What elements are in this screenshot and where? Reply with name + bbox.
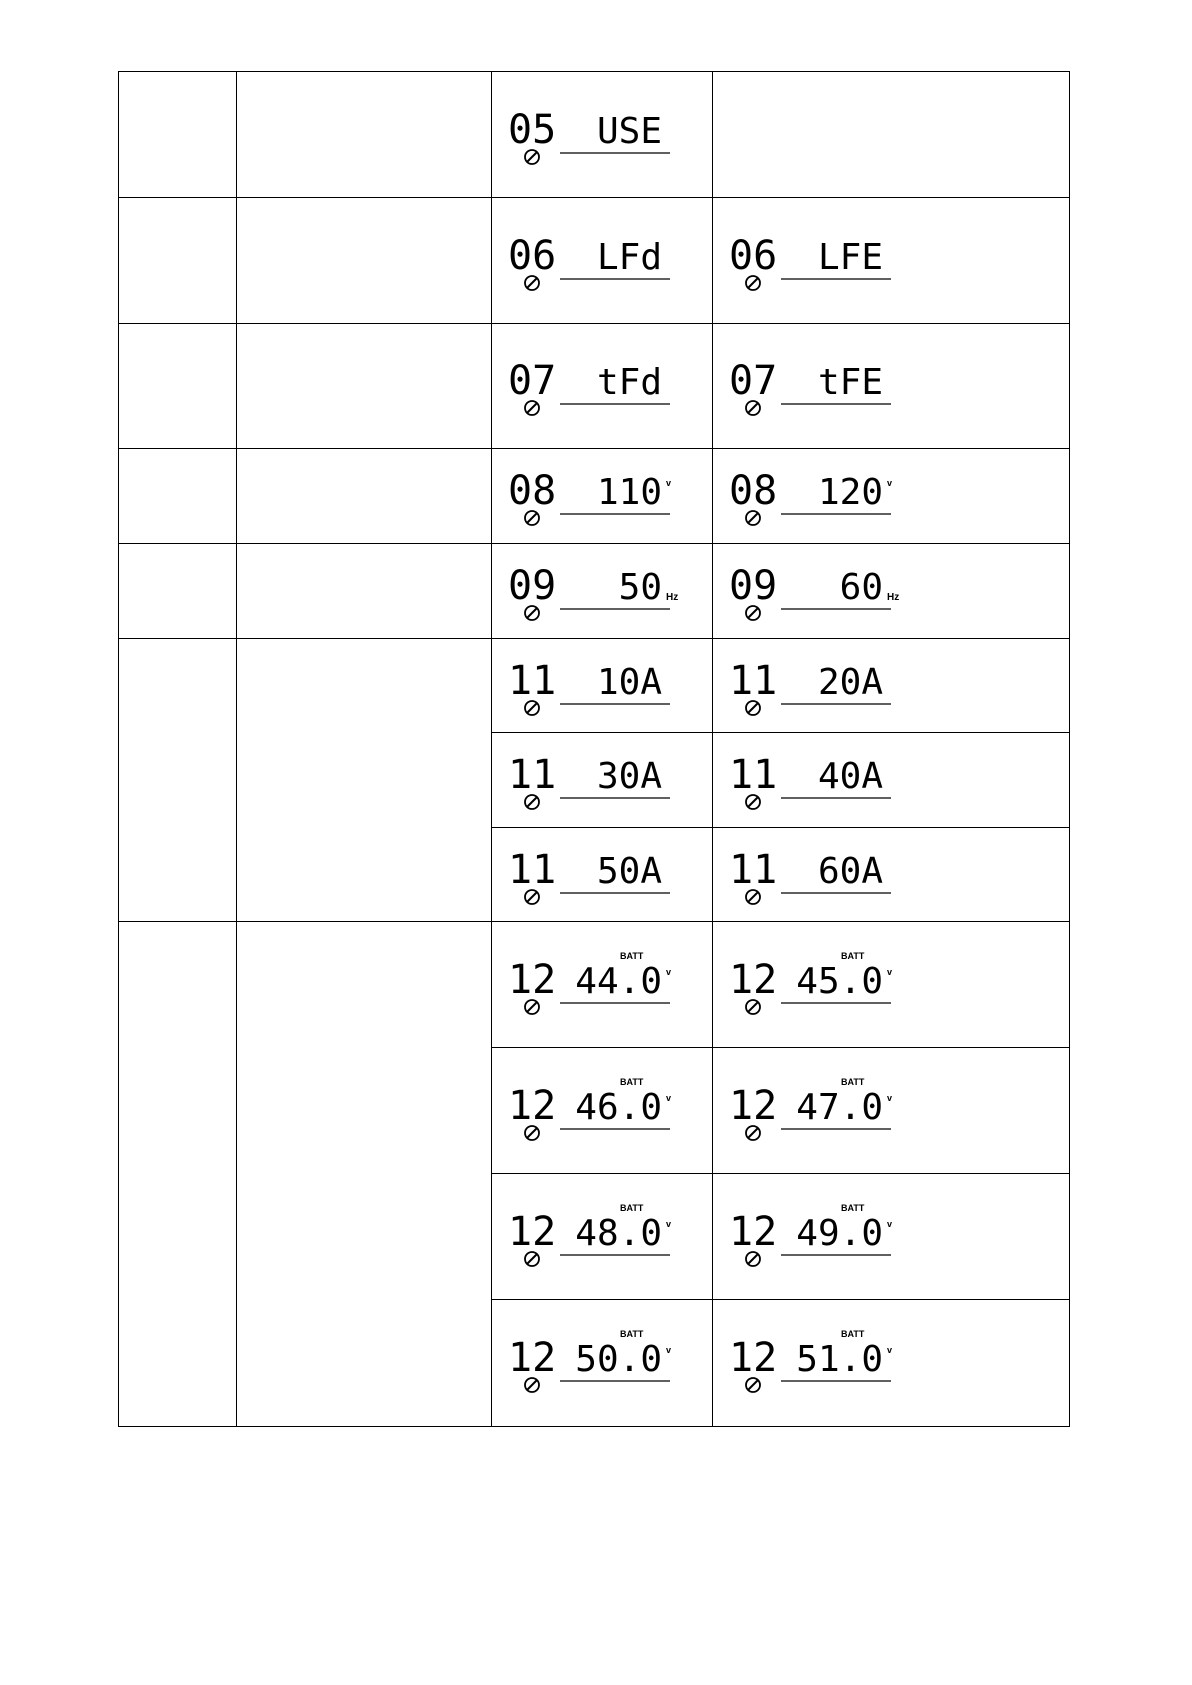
lcd-value: 50.0 xyxy=(575,1339,662,1380)
description-cell xyxy=(237,198,492,324)
lcd-display xyxy=(502,1071,722,1151)
lcd-code: 07 xyxy=(729,358,778,404)
lcd-value: USE xyxy=(596,110,662,152)
lcd-value: LFE xyxy=(817,236,883,278)
lcd-display xyxy=(723,1323,943,1403)
lcd-code: 11 xyxy=(508,846,557,893)
lcd-cell-11-left xyxy=(492,733,713,828)
table-row-05 xyxy=(119,72,1070,198)
lcd-value: 110 xyxy=(596,472,662,513)
lcd-value: tFd xyxy=(596,362,662,403)
lcd-display xyxy=(723,551,943,631)
lcd-unit: v xyxy=(887,966,893,977)
lcd-cell-11-left xyxy=(492,828,713,922)
lcd-display xyxy=(502,221,722,301)
lcd-value: 30A xyxy=(596,756,662,797)
lcd-cell-11-right xyxy=(713,828,1070,922)
lcd-display xyxy=(723,456,943,536)
lcd-code: 08 xyxy=(729,468,778,514)
lcd-cell-06-right xyxy=(713,198,1070,324)
lcd-code: 11 xyxy=(729,846,778,893)
lcd-code: 06 xyxy=(508,232,557,279)
lcd-value: 40A xyxy=(817,756,883,797)
lcd-value: tFE xyxy=(817,362,883,403)
lcd-display xyxy=(723,221,943,301)
lcd-unit: Hz xyxy=(666,592,679,603)
lcd-value: 49.0 xyxy=(796,1212,883,1254)
lcd-unit: v xyxy=(887,1345,893,1355)
program-number-cell xyxy=(119,639,237,922)
lcd-value: 46.0 xyxy=(575,1086,662,1128)
lcd-code: 11 xyxy=(729,657,778,704)
lcd-unit: v xyxy=(887,1092,893,1103)
batt-label: BATT xyxy=(841,1076,865,1087)
lcd-display xyxy=(723,1071,943,1151)
lcd-cell-12-right xyxy=(713,1300,1070,1427)
batt-label: BATT xyxy=(841,950,865,961)
lcd-code: 05 xyxy=(508,106,557,153)
lcd-code: 12 xyxy=(508,956,557,1003)
lcd-cell-12-right xyxy=(713,1048,1070,1174)
table-row-08 xyxy=(119,449,1070,544)
lcd-cell-08-left xyxy=(492,449,713,544)
lcd-cell-11-right xyxy=(713,639,1070,733)
lcd-display xyxy=(723,1197,943,1277)
lcd-value: 50 xyxy=(618,567,662,608)
lcd-cell-11-right xyxy=(713,733,1070,828)
lcd-code: 12 xyxy=(508,1335,557,1381)
lcd-unit: v xyxy=(666,1218,672,1229)
lcd-cell-07-left xyxy=(492,324,713,449)
lcd-display xyxy=(723,835,943,915)
lcd-code: 09 xyxy=(508,563,557,609)
table-row-06 xyxy=(119,198,1070,324)
lcd-value: 51.0 xyxy=(796,1339,883,1380)
lcd-cell-08-right xyxy=(713,449,1070,544)
lcd-value: 20A xyxy=(817,661,883,703)
lcd-value: 50A xyxy=(596,850,662,892)
program-number-cell xyxy=(119,198,237,324)
description-cell xyxy=(237,72,492,198)
lcd-display xyxy=(723,346,943,426)
batt-label: BATT xyxy=(620,1076,644,1087)
lcd-cell-06-left xyxy=(492,198,713,324)
lcd-display xyxy=(502,1323,722,1403)
lcd-value: 60 xyxy=(839,567,883,608)
lcd-code: 07 xyxy=(508,358,557,404)
lcd-cell-05-right xyxy=(713,72,1070,198)
program-number-cell xyxy=(119,324,237,449)
lcd-cell-05-left xyxy=(492,72,713,198)
lcd-value: 10A xyxy=(596,661,662,703)
lcd-display xyxy=(723,646,943,726)
lcd-value: 48.0 xyxy=(575,1212,662,1254)
lcd-unit: v xyxy=(666,478,672,488)
lcd-code: 12 xyxy=(508,1208,557,1255)
batt-label: BATT xyxy=(841,1329,865,1339)
lcd-unit: v xyxy=(666,966,672,977)
lcd-display xyxy=(502,1197,722,1277)
lcd-code: 12 xyxy=(729,1082,778,1129)
lcd-cell-07-right xyxy=(713,324,1070,449)
program-number-cell xyxy=(119,922,237,1427)
lcd-cell-12-left xyxy=(492,1174,713,1300)
lcd-display xyxy=(723,945,943,1025)
lcd-cell-12-left xyxy=(492,922,713,1048)
lcd-code: 12 xyxy=(729,956,778,1003)
lcd-value: 120 xyxy=(817,472,883,513)
batt-label: BATT xyxy=(620,1329,644,1339)
lcd-code: 12 xyxy=(729,1208,778,1255)
program-number-cell xyxy=(119,544,237,639)
lcd-cell-12-left xyxy=(492,1048,713,1174)
lcd-value: 44.0 xyxy=(575,960,662,1002)
table-row-07 xyxy=(119,324,1070,449)
lcd-value: 60A xyxy=(817,850,883,892)
lcd-code: 11 xyxy=(508,657,557,704)
lcd-unit: v xyxy=(666,1345,672,1355)
lcd-display xyxy=(723,740,943,820)
lcd-cell-12-left xyxy=(492,1300,713,1427)
lcd-code: 12 xyxy=(508,1082,557,1129)
lcd-unit: v xyxy=(666,1092,672,1103)
lcd-cell-12-right xyxy=(713,922,1070,1048)
lcd-cell-12-right xyxy=(713,1174,1070,1300)
lcd-display xyxy=(502,835,722,915)
batt-label: BATT xyxy=(620,950,644,961)
lcd-cell-11-left xyxy=(492,639,713,733)
lcd-code: 11 xyxy=(508,752,557,798)
lcd-code: 11 xyxy=(729,752,778,798)
table-row-12a xyxy=(119,922,1070,1048)
description-cell xyxy=(237,324,492,449)
lcd-code: 06 xyxy=(729,232,778,279)
lcd-display xyxy=(502,740,722,820)
lcd-display xyxy=(502,95,722,175)
batt-label: BATT xyxy=(841,1202,865,1213)
lcd-code: 12 xyxy=(729,1335,778,1381)
lcd-display xyxy=(502,551,722,631)
program-number-cell xyxy=(119,72,237,198)
lcd-display xyxy=(502,945,722,1025)
lcd-display xyxy=(502,646,722,726)
lcd-unit: Hz xyxy=(887,592,900,603)
lcd-display xyxy=(502,456,722,536)
description-cell xyxy=(237,544,492,639)
batt-label: BATT xyxy=(620,1202,644,1213)
lcd-value: LFd xyxy=(596,236,662,278)
lcd-cell-09-left xyxy=(492,544,713,639)
lcd-unit: v xyxy=(887,478,893,488)
lcd-value: 47.0 xyxy=(796,1086,883,1128)
description-cell xyxy=(237,449,492,544)
description-cell xyxy=(237,922,492,1427)
lcd-unit: v xyxy=(887,1218,893,1229)
lcd-code: 08 xyxy=(508,468,557,514)
description-cell xyxy=(237,639,492,922)
settings-table xyxy=(118,71,1070,1427)
program-number-cell xyxy=(119,449,237,544)
lcd-cell-09-right xyxy=(713,544,1070,639)
lcd-code: 09 xyxy=(729,563,778,609)
lcd-display xyxy=(502,346,722,426)
lcd-value: 45.0 xyxy=(796,960,883,1002)
table-row-09 xyxy=(119,544,1070,639)
table-row-11a xyxy=(119,639,1070,733)
